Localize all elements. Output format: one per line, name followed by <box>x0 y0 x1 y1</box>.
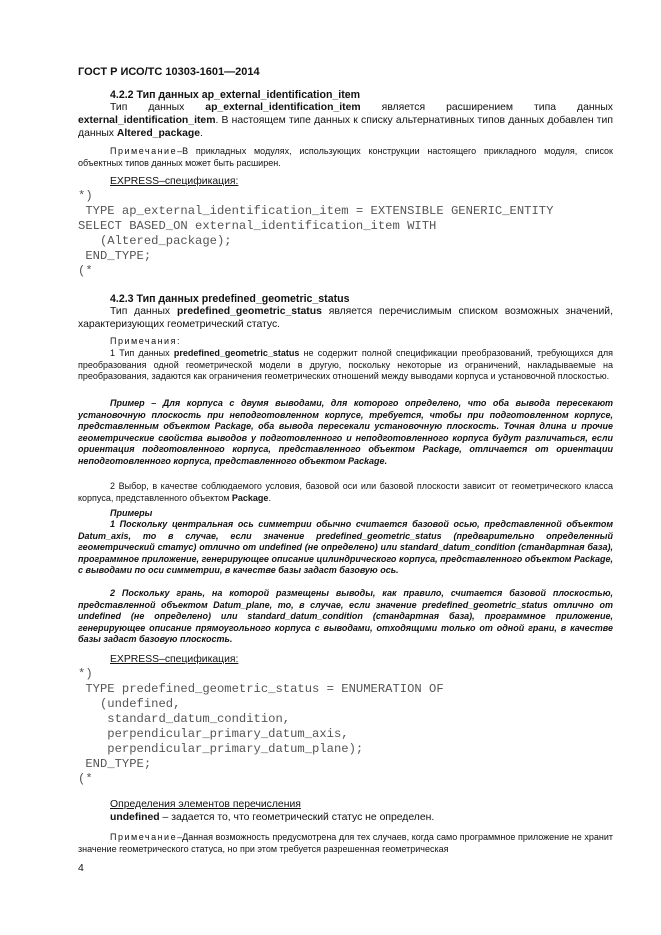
express-code-block-2: *) TYPE predefined_geometric_status = ENUMERATION OF (undefined, standard_datum_condition, perpendicular_primary_datum_axis, perpendicular_primary_datum_plane); END_TYPE; (* <box>78 667 444 786</box>
express-spec-label-1: EXPRESS–спецификация: <box>110 176 239 187</box>
express-spec-label-2: EXPRESS–спецификация: <box>110 654 239 665</box>
examples-label: Примеры <box>110 508 153 518</box>
definition-undefined: undefined – задается то, что геометрический статус не определен. <box>110 812 435 823</box>
section-4-2-3-paragraph: Тип данных predefined_geometric_status является перечислимым списком возможных значений, характеризующих геометрический статус. <box>78 306 613 330</box>
section-4-2-3-title: 4.2.3 Тип данных predefined_geometric_status <box>110 293 350 305</box>
section-4-2-2-note: Примечание–В прикладных модулях, использующих конструкции настоящего прикладного модуля, список объектных типов данных может быть расширен. <box>78 146 613 168</box>
example-2: 2 Поскольку грань, на которой размещены выводы, как правило, считается базовой плоскостью, представленной объектом Datum_plane, то, в случае, если значение predefined_geometric_status отлично от undefined (не определено) или standard_datum_condition (стандартная база), программное приложение, генерирующее описание прямоугольного корпуса с выводами, отходящими только от одной грани, в качестве базы задаст базовую плоскость. <box>78 588 613 645</box>
notes-label: Примечания: <box>110 336 181 346</box>
page-header: ГОСТ Р ИСО/ТС 10303-1601—2014 <box>78 66 260 78</box>
note-1: 1 Тип данных predefined_geometric_status не содержит полной спецификации преобразований, требующихся для преобразования одной геометрической модели в другую, поскольку некоторые из ограничений, накладываемые на преобразования, задаются как ограничения геометрических отношений между выводами корпуса и установочной плоскостью. <box>78 348 613 382</box>
enum-definitions-label: Определения элементов перечисления <box>110 799 301 810</box>
note-3: Примечание–Данная возможность предусмотрена для тех случаев, когда само программное приложение не хранит значение геометрического статуса, но при этом требуется разрешенная геометрическая <box>78 832 613 854</box>
express-code-block-1: *) TYPE ap_external_identification_item = EXTENSIBLE GENERIC_ENTITY SELECT BASED_ON external_identification_item WITH (Altered_package); END_TYPE; (* <box>78 189 554 278</box>
page-number: 4 <box>78 863 84 874</box>
example-paragraph: Пример – Для корпуса с двумя выводами, для которого определено, что оба вывода пересекают установочную плоскость при неподготовленном корпусе, требуется, чтобы при подготовленном корпусе, представленным объектом Package, оба вывода пересекали установочную плоскость. Точная длина и прочие геометрические свойства выводов у подготовленного и неподготовленного корпуса будут различаться, если ориентация подготовленного корпуса, представленного объектом Package, отличается от ориентации неподготовленного корпуса, представленного объектом Package. <box>78 398 613 466</box>
example-1: 1 Поскольку центральная ось симметрии обычно считается базовой осью, представленной объектом Datum_axis, то в случае, если значение predefined_geometric_status (предварительно определенный геометрический статус) отлично от undefined (не определено) или standard_datum_condition (стандартная база), программное приложение, генерирующее описание цилиндрического корпуса, представленного объектом Package, с выводами по оси симметрии, в качестве базы задаст базовую ось. <box>78 519 613 576</box>
note-2: 2 Выбор, в качестве соблюдаемого условия, базовой оси или базовой плоскости зависит от геометрического класса корпуса, представленного объектом Package. <box>78 481 613 503</box>
section-4-2-2-title: 4.2.2 Тип данных ap_external_identification_item <box>110 89 361 101</box>
section-4-2-2-paragraph: Тип данных ap_external_identification_item является расширением типа данных external_identification_item. В настоящем типе данных к списку альтернативных типов данных добавлен тип данных Altered_package. <box>78 102 613 139</box>
